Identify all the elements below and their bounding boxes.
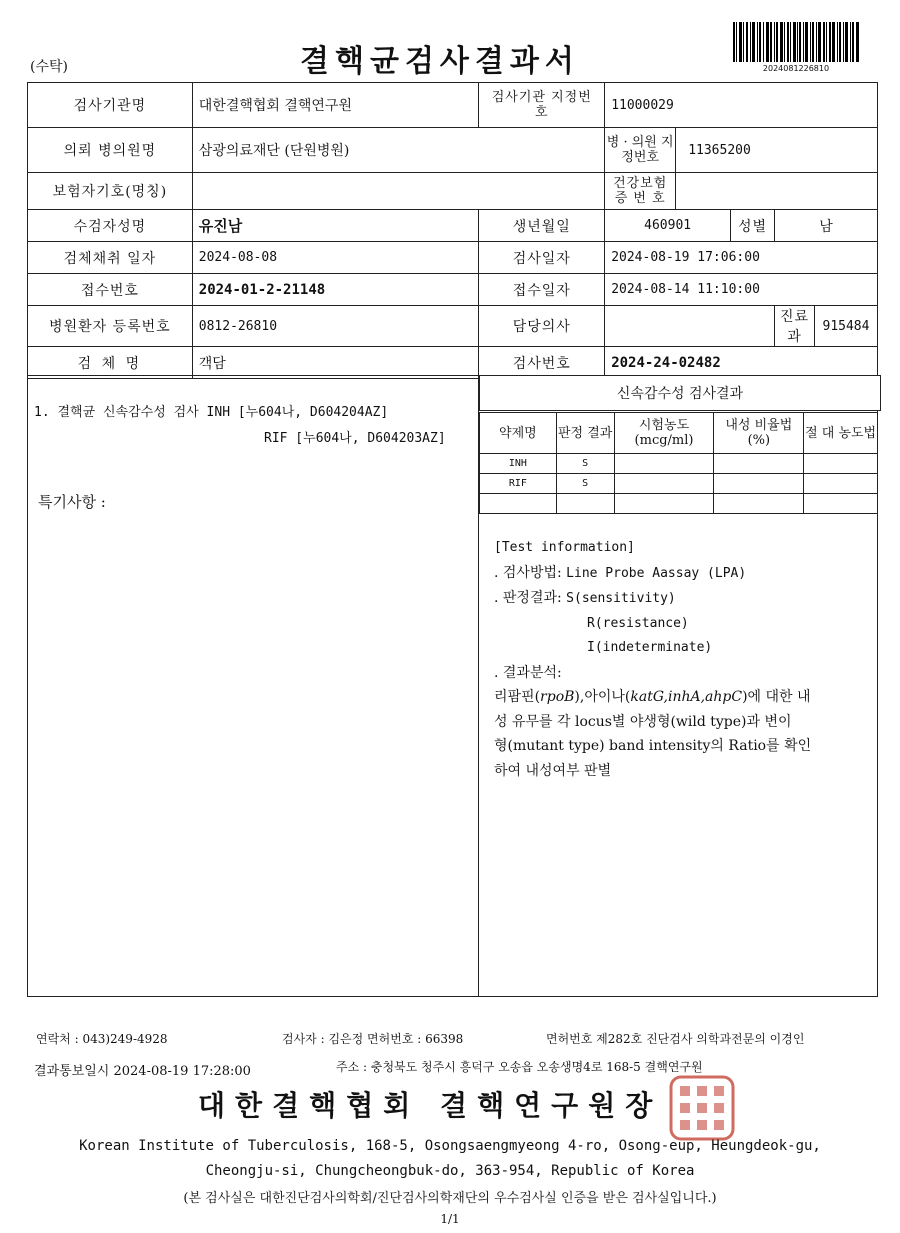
insurance-label: 보험자기호(명칭): [28, 173, 193, 210]
health-id-label: 건강보험 증 번 호: [605, 173, 676, 209]
test-line-rif: RIF [누604나, D604203AZ]: [264, 431, 446, 446]
result-table: [479, 412, 878, 514]
analysis-text: )에 대한 내: [742, 689, 811, 705]
lab-id: 11000029: [605, 83, 878, 128]
drug-ratio: [714, 474, 804, 494]
method-label: . 검사방법:: [494, 564, 562, 581]
analysis-line-4: 하여 내성여부 판별: [494, 762, 612, 779]
reg-no: 0812-26810: [192, 306, 479, 347]
receipt-date: 2024-08-14 11:10:00: [605, 274, 878, 306]
official-seal-icon: [668, 1074, 736, 1142]
analysis-text: ),아이나(: [574, 689, 631, 705]
lab-name-label: 검사기관명: [28, 83, 193, 128]
specialist-info: 면허번호 제282호 진단검사 의학과전문의 이경인: [546, 1032, 805, 1046]
test-information: [494, 536, 866, 783]
drug-abs: [804, 474, 878, 494]
birth-date: 460901: [605, 210, 731, 242]
drug-result: [556, 494, 614, 514]
drug-result: S: [556, 454, 614, 474]
contact-info: 연락처 : 043)249-4928: [36, 1032, 168, 1046]
drug-ratio: [714, 494, 804, 514]
lab-id-label: 검사기관 지정번호: [479, 83, 605, 128]
test-panel: [27, 375, 479, 997]
collect-date: 2024-08-08: [192, 242, 479, 274]
barcode-icon: [733, 22, 859, 62]
sex-label: 성별: [731, 210, 775, 242]
drug-result: S: [556, 474, 614, 494]
table-row: [480, 494, 878, 514]
special-notes-label: 특기사항 :: [38, 493, 106, 511]
director-title: 대한결핵협회 결핵연구원장: [198, 1089, 663, 1122]
drug-ratio: [714, 454, 804, 474]
lab-name: 대한결핵협회 결핵연구원: [192, 83, 479, 128]
judge-i: I(indeterminate): [587, 640, 713, 655]
analysis-line-1: [494, 685, 866, 710]
drug-name: RIF: [480, 474, 557, 494]
header-absolute: 절 대 농도법: [804, 413, 878, 454]
test-info-heading: [Test information]: [494, 540, 635, 555]
judge-label: . 판정결과:: [494, 590, 562, 606]
english-address-1: Korean Institute of Tuberculosis, 168-5, Osongsaengmyeong 4-ro, Osong-eup, Heungdeok-gu,: [79, 1138, 821, 1154]
test-date-label: 검사일자: [479, 242, 605, 274]
header-concentration: 시험농도 (mcg/ml): [614, 413, 714, 454]
document-title: 결핵균검사결과서: [300, 44, 580, 79]
address: 주소 : 충청북도 청주시 흥덕구 오송읍 오송생명4로 168-5 결핵연구원: [336, 1060, 703, 1074]
method-line: [494, 561, 866, 587]
hospital-id: 11365200: [688, 142, 751, 158]
receipt-date-label: 접수일자: [479, 274, 605, 306]
patient-name: 유진남: [192, 210, 479, 242]
judge-line: [494, 586, 866, 612]
gene-inh: katG,inhA,ahpC: [630, 689, 743, 705]
drug-abs: [804, 454, 878, 474]
analysis-text: 리팜핀(: [494, 689, 541, 705]
doctor-value: [605, 306, 775, 347]
drug-name: INH: [480, 454, 557, 474]
inspector-info: 검사자 : 김은정 면허번호 : 66398: [282, 1032, 464, 1046]
sex-value: 남: [775, 210, 878, 242]
table-row: [480, 454, 878, 474]
result-title: 신속감수성 검사결과: [479, 375, 881, 411]
specimen-value: 객담: [192, 347, 479, 379]
receipt-no: 2024-01-2-21148: [192, 274, 479, 306]
page-number: 1/1: [440, 1212, 460, 1226]
insurance-value: [192, 173, 604, 210]
test-line-inh: 1. 결핵균 신속감수성 검사 INH [누604나, D604204AZ]: [34, 405, 389, 420]
drug-name: [480, 494, 557, 514]
exam-no-label: 검사번호: [479, 347, 605, 379]
certification-note: (본 검사실은 대한진단검사의학회/진단검사의학재단의 우수검사실 인증을 받은 검사실입니다.): [183, 1191, 717, 1206]
hospital-name: 삼광의료재단 (단원병원): [192, 128, 604, 173]
drug-abs: [804, 494, 878, 514]
drug-conc: [614, 454, 714, 474]
header-result: 판정 결과: [556, 413, 614, 454]
analysis-line-3: 형(mutant type) band intensity의 Ratio를 확인: [494, 738, 812, 754]
drug-conc: [614, 494, 714, 514]
drug-conc: [614, 474, 714, 494]
dept-value: 915484: [814, 306, 877, 347]
judge-r: R(resistance): [587, 615, 689, 631]
header-drug: 약제명: [480, 413, 557, 454]
gene-rpob: rpoB: [540, 689, 575, 705]
hospital-id-label: 병 · 의원 지정번호: [605, 128, 676, 172]
exam-no: 2024-24-02482: [605, 347, 878, 379]
analysis-label: . 결과분석:: [494, 664, 562, 681]
report-datetime: 결과통보일시 2024-08-19 17:28:00: [34, 1064, 251, 1079]
birth-label: 생년월일: [479, 210, 605, 242]
patient-info-table: [27, 82, 878, 379]
receipt-no-label: 접수번호: [28, 274, 193, 306]
reg-no-label: 병원환자 등록번호: [28, 306, 193, 347]
english-address-2: Cheongju-si, Chungcheongbuk-do, 363-954, Republic of Korea: [205, 1163, 695, 1179]
doctor-label: 담당의사: [479, 306, 605, 347]
analysis-line-2: 성 유무를 각 locus별 야생형(wild type)과 변이: [494, 713, 792, 730]
collect-date-label: 검체채취 일자: [28, 242, 193, 274]
judge-s: S(sensitivity): [566, 591, 676, 606]
consign-label: (수탁): [30, 59, 68, 75]
patient-label: 수검자성명: [28, 210, 193, 242]
test-date: 2024-08-19 17:06:00: [605, 242, 878, 274]
method-value: Line Probe Aassay (LPA): [566, 565, 747, 581]
dept-label: 진료과: [775, 306, 815, 347]
hospital-label: 의뢰 병의원명: [28, 128, 193, 173]
table-row: [480, 474, 878, 494]
specimen-label: 검 체 명: [28, 347, 193, 379]
header-ratio: 내성 비율법(%): [714, 413, 804, 454]
barcode-number: 2024081226810: [762, 64, 830, 73]
